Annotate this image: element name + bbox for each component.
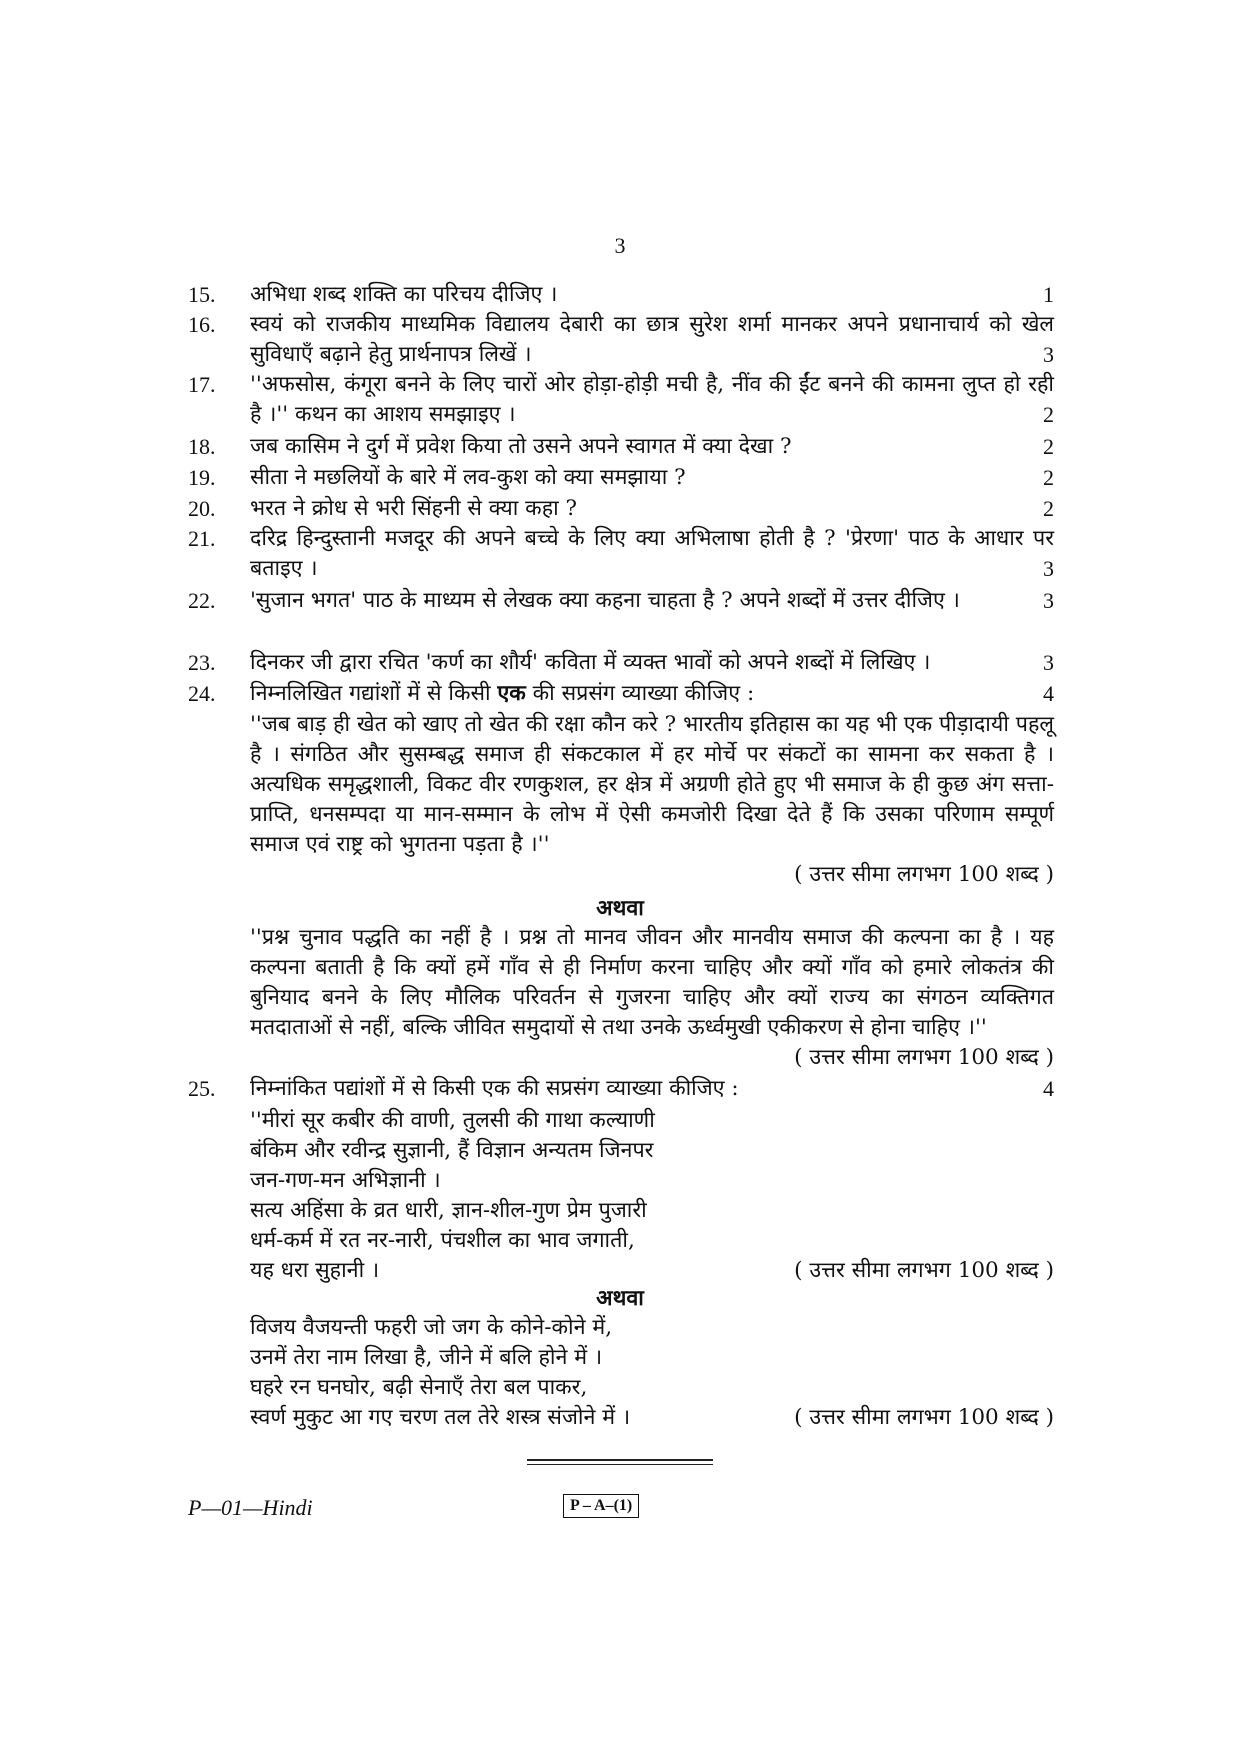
- q25-poem-b: [250, 1313, 1054, 1433]
- poem-line: ''मीरां सूर कबीर की वाणी, तुलसी की गाथा कल्याणी: [250, 1108, 655, 1133]
- question-number: 16.: [188, 312, 216, 337]
- q24-word-limit-b: [250, 1043, 1054, 1073]
- poem-line: स्वर्ण मुकुट आ गए चरण तल तेरे शस्त्र संजोने में ।: [250, 1405, 631, 1430]
- poem-line: सत्य अहिंसा के व्रत धारी, ज्ञान-शील-गुण प्रेम पुजारी: [250, 1198, 647, 1223]
- question-marks: 2: [1043, 402, 1054, 427]
- q25-poem-a: [250, 1106, 1054, 1286]
- question-marks: 2: [1043, 496, 1054, 521]
- question-25: [188, 1074, 1054, 1104]
- poem-line: बंकिम और रवीन्द्र सुज्ञानी, हैं विज्ञान अन्यतम जिनपर: [250, 1138, 654, 1163]
- question-number: 25.: [188, 1076, 216, 1101]
- question-marks: 3: [1043, 650, 1054, 675]
- question-text: की सप्रसंग व्याख्या कीजिए :: [532, 681, 755, 706]
- q24-passage-a: [250, 710, 1054, 860]
- question-number: 22.: [188, 588, 216, 613]
- poem-line: यह धरा सुहानी ।: [250, 1258, 380, 1283]
- page-number: 3: [614, 233, 626, 258]
- word-limit: ( उत्तर सीमा लगभग 100 शब्द ): [794, 1045, 1054, 1070]
- word-limit: ( उत्तर सीमा लगभग 100 शब्द ): [794, 1405, 1054, 1430]
- question-marks: 3: [1043, 342, 1054, 367]
- question-number: 20.: [188, 496, 216, 521]
- question-marks: 3: [1043, 556, 1054, 581]
- question-22: [188, 586, 1054, 616]
- question-15: [188, 280, 1054, 310]
- question-marks: 2: [1043, 465, 1054, 490]
- paper-code: P—01—Hindi: [188, 1495, 313, 1520]
- end-rule: [527, 1459, 713, 1465]
- question-marks: 3: [1043, 588, 1054, 613]
- question-21: [188, 524, 1054, 584]
- question-text: भरत ने क्रोध से भरी सिंहनी से क्या कहा ?: [250, 496, 578, 521]
- question-text: दिनकर जी द्वारा रचित 'कर्ण का शौर्य' कविता में व्यक्त भावों को अपने शब्दों में लिखिए ।: [250, 650, 931, 675]
- q24-word-limit-a: [250, 860, 1054, 890]
- question-text: निम्नांकित पद्यांशों में से किसी एक की सप्रसंग व्याख्या कीजिए :: [250, 1076, 739, 1101]
- poem-line: विजय वैजयन्ती फहरी जो जग के कोने-कोने में,: [250, 1315, 613, 1340]
- question-number: 19.: [188, 465, 216, 490]
- word-limit: ( उत्तर सीमा लगभग 100 शब्द ): [794, 1258, 1054, 1283]
- passage-text: ''जब बाड़ ही खेत को खाए तो खेत की रक्षा कौन करे ? भारतीय इतिहास का यह भी एक पीड़ादायी पहलू है । संगठित और सुसम्बद्ध समाज ही संकटकाल में हर मोर्चे पर संकटों का सामना कर सकता है । अत्यधिक समृद्धशाली, विकट वीर रणकुशल, हर क्षेत्र में अग्रणी होते हुए भी समाज के ही कुछ अंग सत्ता-प्राप्ति, धनसम्पदा या मान-सम्मान के लोभ में ऐसी कमजोरी दिखा देते हैं कि उसका परिणाम सम्पूर्ण समाज एवं राष्ट्र को भुगतना पड़ता है ।'': [250, 712, 1054, 857]
- question-text: ''अफसोस, कंगूरा बनने के लिए चारों ओर होड़ा-होड़ी मची है, नींव की ईंट बनने की कामना लुप्त हो रही है ।'' कथन का आशय समझाइए ।: [250, 372, 1054, 427]
- question-number: 15.: [188, 282, 216, 307]
- question-number: 24.: [188, 681, 216, 706]
- poem-line: घहरे रन घनघोर, बढ़ी सेनाएँ तेरा बल पाकर,: [250, 1375, 588, 1400]
- set-code-box: P – A–(1): [563, 1494, 639, 1518]
- passage-text: ''प्रश्न चुनाव पद्धति का नहीं है । प्रश्न तो मानव जीवन और मानवीय समाज की कल्पना का है । यह कल्पना बताती है कि क्यों हमें गाँव से ही निर्माण करना चाहिए और क्यों गाँव को हमारे लोकतंत्र की बुनियाद बनने के लिए मौलिक परिवर्तन से गुजरना चाहिए और क्यों राज्य का संगठन व्यक्तिगत मतदाताओं से नहीं, बल्कि जीवित समुदायों से तथा उनके ऊर्ध्वमुखी एकीकरण से होना चाहिए ।'': [250, 925, 1054, 1040]
- question-number: 21.: [188, 526, 216, 551]
- question-marks: 2: [1043, 434, 1054, 459]
- or-heading: अथवा: [596, 896, 644, 921]
- question-text: दरिद्र हिन्दुस्तानी मजदूर की अपने बच्चे के लिए क्या अभिलाषा होती है ? 'प्रेरणा' पाठ के आधार पर बताइए ।: [250, 526, 1054, 581]
- question-16: [188, 310, 1054, 370]
- question-number: 17.: [188, 372, 216, 397]
- poem-line: उनमें तेरा नाम लिखा है, जीने में बलि होने में ।: [250, 1345, 603, 1370]
- question-text: 'सुजान भगत' पाठ के माध्यम से लेखक क्या कहना चाहता है ? अपने शब्दों में उत्तर दीजिए ।: [250, 588, 960, 613]
- question-19: [188, 463, 1054, 493]
- question-text: निम्नलिखित गद्यांशों में से किसी: [250, 681, 491, 706]
- question-number: 18.: [188, 434, 216, 459]
- question-24: [188, 679, 1054, 709]
- question-text: सीता ने मछलियों के बारे में लव-कुश को क्या समझाया ?: [250, 465, 686, 490]
- or-heading: अथवा: [596, 1286, 644, 1311]
- poem-line: जन-गण-मन अभिज्ञानी ।: [250, 1168, 441, 1193]
- question-text: जब कासिम ने दुर्ग में प्रवेश किया तो उसने अपने स्वागत में क्या देखा ?: [250, 434, 792, 459]
- question-text: अभिधा शब्द शक्ति का परिचय दीजिए ।: [250, 282, 558, 307]
- question-23: [188, 648, 1054, 678]
- question-number: 23.: [188, 650, 216, 675]
- question-text-emphasis: एक: [497, 681, 526, 706]
- question-marks: 4: [1043, 1076, 1054, 1101]
- question-18: [188, 432, 1054, 462]
- question-20: [188, 494, 1054, 524]
- question-marks: 4: [1043, 681, 1054, 706]
- q24-passage-b: [250, 923, 1054, 1043]
- question-marks: 1: [1043, 282, 1054, 307]
- poem-line: धर्म-कर्म में रत नर-नारी, पंचशील का भाव जगाती,: [250, 1228, 635, 1253]
- question-text: स्वयं को राजकीय माध्यमिक विद्यालय देबारी का छात्र सुरेश शर्मा मानकर अपने प्रधानाचार्य को खेल सुविधाएँ बढ़ाने हेतु प्रार्थनापत्र लिखें ।: [250, 312, 1054, 367]
- question-17: [188, 370, 1054, 430]
- word-limit: ( उत्तर सीमा लगभग 100 शब्द ): [794, 862, 1054, 887]
